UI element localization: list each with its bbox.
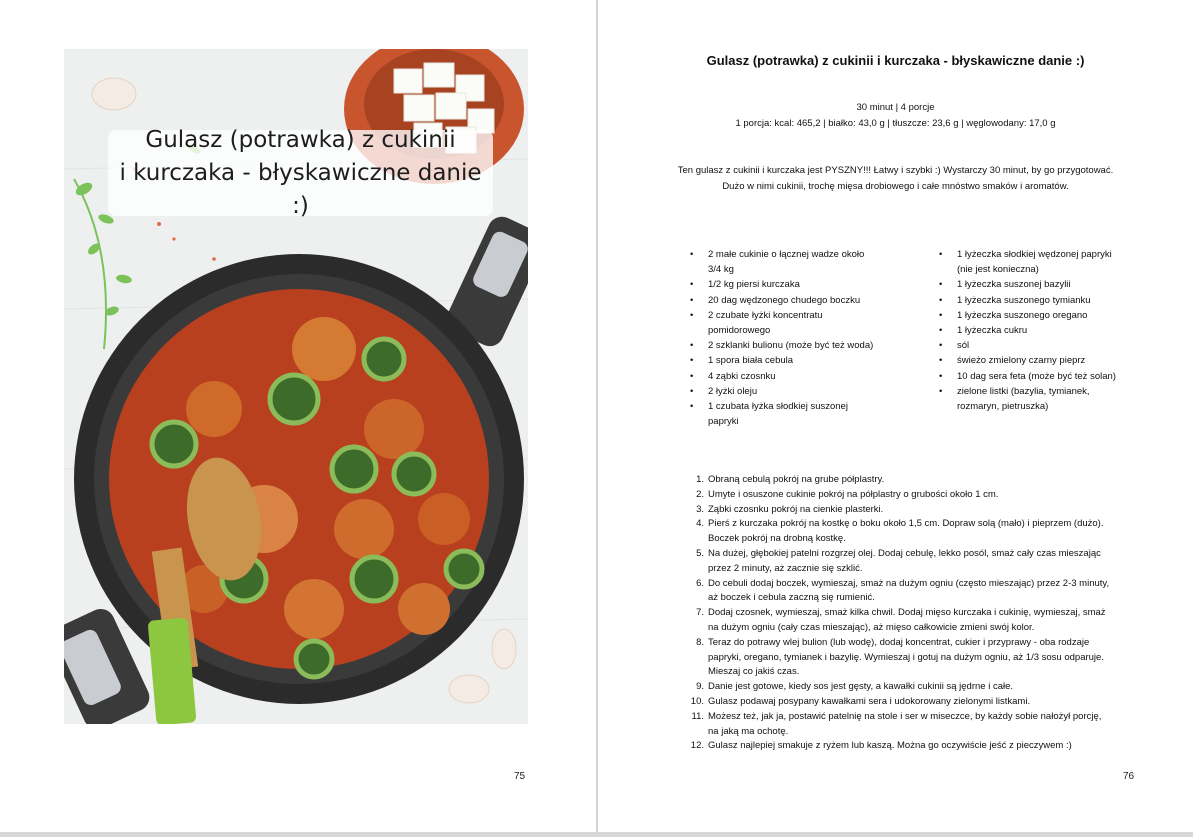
step-number: 4. xyxy=(696,518,704,530)
step-number: 6. xyxy=(696,577,704,589)
ingredient-text: • 10 dag sera feta (może być też solan) xyxy=(957,370,1116,382)
ingredient-text: • 2 małe cukinie o łącznej wadze około xyxy=(708,249,865,260)
ingredient-text: • 1 łyżeczka cukru xyxy=(957,325,1028,337)
step-number: 1. xyxy=(696,474,704,485)
step-item xyxy=(691,710,1148,740)
right-page xyxy=(598,0,1193,837)
ingredient-item xyxy=(708,308,918,338)
photo-title xyxy=(108,124,493,223)
ingredient-item xyxy=(957,323,1167,338)
step-text: Boczek pokrój na drobną kostkę. xyxy=(708,533,846,545)
step-text: Danie jest gotowe, kiedy sos jest gęsty, a kawałki cukinii są jędrne i całe. xyxy=(708,681,1014,693)
ingredient-item xyxy=(957,308,1167,323)
nutrition-info: 1 porcja: kcal: 465,2 | białko: 43,0 g | tłuszcze: 23,6 g | węglowodany: 17,0 g xyxy=(735,118,1056,129)
page-number-left: 75 xyxy=(514,771,526,782)
ingredient-text: • 1 łyżeczka słodkiej wędzonej papryki xyxy=(957,249,1112,260)
ingredient-item xyxy=(957,247,1167,277)
recipe-intro xyxy=(638,163,1153,195)
step-number: 7. xyxy=(696,607,704,619)
step-number: 11. xyxy=(691,710,704,722)
step-text: Gulasz najlepiej smakuje z ryżem lub kaszą. Można go oczywiście jeść z pieczywem :) xyxy=(708,740,1072,752)
step-text: Pierś z kurczaka pokrój na kostkę o boku około 1,5 cm. Dopraw solą (mało) i pieprzem (dużo). xyxy=(708,518,1104,530)
step-item xyxy=(696,606,1148,636)
step-text: na jaką ma ochotę. xyxy=(708,725,789,737)
step-text: Teraz do potrawy wlej bulion (lub wodę), dodaj koncentrat, cukier i przyprawy - oba rodzaje xyxy=(708,636,1090,648)
step-item xyxy=(696,680,1148,695)
ingredient-text: • zielone listki (bazylia, tymianek, xyxy=(957,385,1090,397)
ingredient-text: • 1 czubata łyżka słodkiej suszonej xyxy=(708,401,848,413)
ingredient-item xyxy=(957,369,1167,384)
step-text: papryki, oregano, tymianek i bazylię. Wymieszaj i gotuj na dużym ogniu, aż 1/3 sosu odparuje. xyxy=(708,651,1104,663)
step-text: Dodaj czosnek, wymieszaj, smaż kilka chwil. Dodaj mięso kurczaka i cukinię, wymieszaj, smaż xyxy=(708,607,1106,619)
step-number: 5. xyxy=(696,547,704,559)
step-text: Gulasz podawaj posypany kawałkami sera i udokorowany zielonymi listkami. xyxy=(708,695,1031,707)
ingredient-text: • 2 łyżki oleju xyxy=(708,385,758,397)
step-number: 8. xyxy=(696,636,704,648)
step-item xyxy=(696,473,1148,488)
step-text: przez 2 minuty, aż zacznie się szklić. xyxy=(708,562,863,574)
page-number-right: 76 xyxy=(1123,771,1135,782)
photo-title-line-2: i kurczaka - błyskawiczne danie :) xyxy=(119,159,482,219)
ingredient-item xyxy=(708,338,918,353)
step-text: Do cebuli dodaj boczek, wymieszaj, smaż na dużym ogniu (często mieszając) przez 2-3 minuty, xyxy=(708,577,1110,589)
step-item xyxy=(690,739,1148,754)
step-number: 9. xyxy=(696,681,704,693)
photo-title-overlay xyxy=(108,126,493,219)
ingredient-text: • 1 łyżeczka suszonego tymianku xyxy=(957,294,1091,306)
ingredient-text: • 2 czubate łyżki koncentratu xyxy=(708,309,823,321)
step-number: 2. xyxy=(696,488,704,500)
ingredient-text: • 1 spora biała cebula xyxy=(708,355,794,367)
step-text: na dużym ogniu (cały czas mieszając), aż mięso całkowicie zmieni swój kolor. xyxy=(708,621,1035,633)
ingredient-item xyxy=(957,293,1167,308)
ingredient-item xyxy=(957,384,1167,414)
step-item xyxy=(696,517,1148,547)
spread-bottom-edge xyxy=(0,832,1193,837)
step-text: Możesz też, jak ja, postawić patelnię na stole i ser w miseczce, by każdy sobie nałożył porcję, xyxy=(708,710,1102,722)
recipe-title: Gulasz (potrawka) z cukinii i kurczaka - błyskawiczne danie :) xyxy=(706,53,1085,68)
step-text: Obraną cebulą pokrój na grube półplastry. xyxy=(708,474,885,485)
step-number: 10. xyxy=(690,695,704,707)
ingredient-item xyxy=(708,399,918,429)
photo-title-line-1: Gulasz (potrawka) z cukinii xyxy=(145,126,456,153)
step-number: 12. xyxy=(690,740,704,752)
ingredients-list-left xyxy=(708,247,918,429)
ingredient-text: • 1 łyżeczka suszonej bazylii xyxy=(957,279,1071,291)
time-portions: 30 minut | 4 porcje xyxy=(856,102,935,113)
step-item xyxy=(690,695,1148,710)
ingredient-item xyxy=(708,293,918,308)
step-text: Mieszaj co jakiś czas. xyxy=(708,666,800,678)
ingredient-text: • świeżo zmielony czarny pieprz xyxy=(957,355,1086,367)
step-item xyxy=(696,488,1148,503)
ingredient-text: • 20 dag wędzonego chudego boczku xyxy=(708,294,861,306)
ingredient-item xyxy=(957,277,1167,292)
ingredient-item xyxy=(708,384,918,399)
ingredient-item xyxy=(957,338,1167,353)
ingredient-item xyxy=(957,353,1167,368)
intro-line-2: Dużo w nimi cukinii, trochę mięsa drobiowego i całe mnóstwo smaków i aromatów. xyxy=(722,181,1069,192)
step-text: Umyte i osuszone cukinie pokrój na półplastry o grubości około 1 cm. xyxy=(708,488,999,500)
ingredient-item xyxy=(708,247,918,277)
step-item xyxy=(696,503,1148,518)
ingredient-text-cont: 3/4 kg xyxy=(708,264,734,276)
step-text: Na dużej, głębokiej patelni rozgrzej olej. Dodaj cebulę, lekko posól, smaż cały czas mieszając xyxy=(708,547,1101,559)
ingredient-item xyxy=(708,277,918,292)
ingredient-text: • 4 ząbki czosnku xyxy=(708,370,776,382)
ingredient-item xyxy=(708,353,918,368)
ingredient-text-cont: pomidorowego xyxy=(708,325,771,337)
ingredient-text: • sól xyxy=(957,340,970,352)
step-text: Ząbki czosnku pokrój na cienkie plasterki. xyxy=(708,503,884,515)
ingredient-text: • 1/2 kg piersi kurczaka xyxy=(708,279,800,291)
step-number: 3. xyxy=(696,503,704,515)
step-item xyxy=(696,547,1148,577)
ingredient-text-cont: (nie jest konieczna) xyxy=(957,264,1039,276)
ingredient-text: • 1 łyżeczka suszonego oregano xyxy=(957,309,1088,321)
ingredient-text-cont: papryki xyxy=(708,416,739,428)
step-item xyxy=(696,577,1148,607)
ingredient-text-cont: rozmaryn, pietruszka) xyxy=(957,401,1049,413)
preparation-steps xyxy=(690,473,1148,754)
step-text: aż boczek i cebula zaczną się rumienić. xyxy=(708,592,875,604)
step-item xyxy=(696,636,1148,680)
ingredients-list-right xyxy=(957,247,1167,414)
ingredient-item xyxy=(708,369,918,384)
intro-line-1: Ten gulasz z cukinii i kurczaka jest PYSZNY!!! Łatwy i szybki :) Wystarczy 30 minut, by go przygotować. xyxy=(677,165,1114,176)
ingredient-text: • 2 szklanki bulionu (może być też woda) xyxy=(708,340,874,352)
